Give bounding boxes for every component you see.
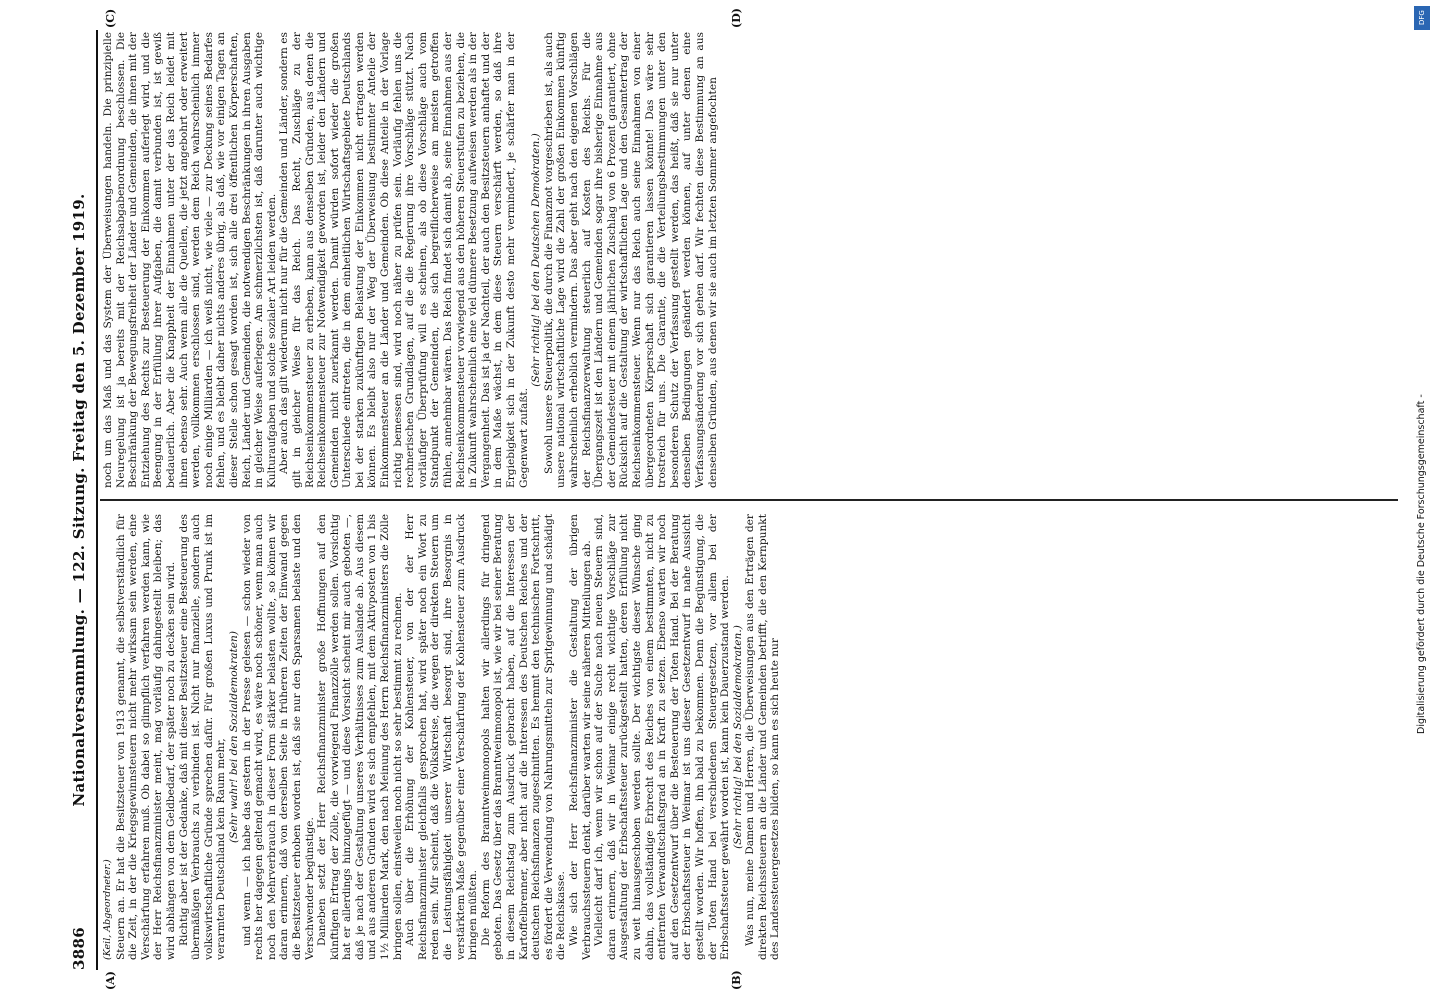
page-header xyxy=(70,30,94,970)
digitization-credit: Digitalisierung gefördert durch die Deutsche Forschungsgemeinschaft - xyxy=(1416,394,1427,734)
left-column xyxy=(102,514,1398,960)
page-title: Nationalversammlung. — 122. Sitzung. Freitag den 5. Dezember 1919. xyxy=(70,193,88,807)
dfg-logo: DFG xyxy=(1414,6,1430,30)
interjection: (Sehr wahr! bei den Sozialdemokraten) xyxy=(227,631,240,843)
paragraph: Wie sich der Herr Reichsfinanzminister die Gestaltung der übrigen Verbrauchssteuern denkt, darüber warten wir seine näheren Mitteilungen ab. xyxy=(567,514,593,960)
margin-mark-b: (B) xyxy=(730,970,743,990)
paragraph: Auch über die Erhöhung der Kohlensteuer, von der der Herr Reichsfinanzminister gleichfalls gesprochen hat, wird später noch ein Wort zu reden sein. Mir scheint, daß die Volkskreise, die wegen der direkten Steuern um die Leistungsfähigkeit unserer Wirtschaft besorgt sind, ihre Besorgnis in verstärktem Maße gegenüber einer Verschärfung der Kohlensteuer zum Ausdruck bringen müßten. xyxy=(404,514,480,960)
interjection: (Sehr richtig! bei den Deutschen Demokraten.) xyxy=(530,133,543,387)
paragraph: und wenn — ich habe das gestern in der Presse gelesen — schon wieder von rechts her dagegen geltend gemacht wird, es wäre noch schöner, wenn man auch noch den Mehrverbrauch in dieser Form stärker belasten wollte, so können wir daran erinnern, daß von derselben Seite in früheren Zeiten der Einwand gegen die Besitzsteuer erhoben worden ist, daß sie nur den Sparsamen belaste und den Verschwender begünstige. xyxy=(240,514,316,960)
page-number: 3886 xyxy=(70,927,88,970)
paragraph: Daneben setzt der Herr Reichsfinanzminister große Hoffnungen auf den künftigen Ertrag der Zölle, die vorwiegend Finanzzölle werden sollen. Vorsichtig hat er allerdings hinzugefügt — und diese Vorsicht scheint mir auch geboten —, daß je nach der Gestaltung unseres Verhältnisses zum Auslande ab. Aus diesem und aus anderen Gründen wird es sich empfehlen, mit dem Aktivposten von 1 bis 1½ Milliarden Mark, den nach Meinung des Herrn Reichsfinanzministers die Zölle bringen sollen, einstweilen noch nicht so sehr bestimmt zu rechnen. xyxy=(316,514,404,960)
margin-mark-a: (A) xyxy=(104,971,117,990)
right-column xyxy=(102,32,1398,488)
speaker-line: (Keil, Abgeordneter.) xyxy=(102,859,113,960)
paragraph: Sowohl unsere Steuerpolitik, die durch die Finanznot vorgeschrieben ist, als auch unsere national wirtschaftliche Lage wird die Zahl der großen Einkommen künftig wahrscheinlich erheblich vermindern. Das aber geht nach den eigenen Vorschlägen der Reichsfinanzverwaltung steuerlich auf Kosten des Reichs. Für die Übergangszeit ist den Ländern und Gemeinden sogar ihre bisherige Einnahme aus der Gemeindesteuer mit einem jährlichen Zuschlag von 6 Prozent garantiert, ohne Rücksicht auf die Gestaltung der wirtschaftlichen Lage und den Gesamtertrag der Reichseinkommensteuer. Wenn nur das Reich auch seine Einnahmen von einer übergeordneten Körperschaft sich garantieren lassen könnte! Das wäre sehr trostreich für uns. Die Garantie, die die Verteilungsbestimmungen unter den besonderen Schutz der Verfassung gestellt werden, das heißt, daß sie nur unter denselben Bedingungen geändert werden können, auf unter denen eine Verfassungsänderung vor sich gehen darf. Wir fechten diese Bestimmung an aus denselben Gründen, aus denen wir sie auch im letzten Sommer angefochten xyxy=(542,32,719,488)
paragraph: Steuern an. Er hat die Besitzsteuer von 1913 genannt, die selbstverständlich für die Zeit, in der die Kriegsgewinnsteuern nicht mehr wirksam sein werden, eine Verschärfung erfahren muß. Ob dabei so glimpflich verfahren werden kann, wie der Herr Reichsfinanzminister meint, mag vorläufig dahingestellt bleiben; das wird abhängen von dem Geldbedarf, der später noch zu decken sein wird. xyxy=(114,514,177,960)
header-rule xyxy=(96,30,98,970)
margin-mark-c: (C) xyxy=(104,8,117,28)
margin-mark-d: (D) xyxy=(730,8,743,28)
paragraph: noch um das Maß und das System der Überweisungen handeln. Die prinzipielle Neuregelung ist ja bereits mit der Reichsabgabenordnung beschlossen. Die Beschränkung der Bewegungsfreiheit der Länder und Gemeinden, die ihnen mit der Entziehung des Rechts zur Besteuerung der Einkommen auferlegt wird, und die Beengung in der Erfüllung ihrer Aufgaben, die damit verbunden ist, ist gewiß bedauerlich. Aber die Knappheit der Einnahmen unter der das Reich leidet mit ihnen ebenso sehr. Auch wenn alle die Quellen, die jetzt angebohrt oder erweitert werden, vollkommen erschlossen sind, werden dem Reich wahrscheinlich immer noch einige Milliarden — ich weiß nicht, wie viele — zur Deckung seines Bedarfes fehlen, und es bleibt daher nichts anderes übrig, als daß, wie vor einigen Tagen an dieser Stelle schon gesagt worden ist, sich alle drei öffentlichen Körperschaften, Reich, Länder und Gemeinden, die notwendigen Beschränkungen in ihren Ausgaben in gleicher Weise auferlegen. Am schmerzlichsten ist, daß darunter auch wichtige Kulturaufgaben und solche sozialer Art leiden werden. xyxy=(102,32,278,488)
paragraph: Aber auch das gilt wiederum nicht nur für die Gemeinden und Länder, sondern es gilt in gleicher Weise für das Reich. Das Recht, Zuschläge zu der Reichseinkommensteuer zu erheben, kann aus denselben Gründen, aus denen die Reichseinkommensteuer zur Notwendigkeit geworden ist, leider den Ländern und Gemeinden nicht zuerkannt werden. Damit würden sofort wieder die großen Unterschiede eintreten, die in dem einheitlichen Wirtschaftsgebiete Deutschlands bei der starken zukünftigen Belastung der Einkommen nicht ertragen werden können. Es bleibt also nur der Weg der Überweisung bestimmter Anteile der Einkommensteuer an die Länder und Gemeinden. Ob diese Anteile in der Vorlage richtig bemessen sind, wird noch näher zu prüfen sein. Vorläufig fehlen uns die rechnerischen Grundlagen, auf die die Regierung ihre Vorschläge stützt. Nach vorläufiger Überprüfung will es scheinen, als ob diese Vorschläge auch vom Standpunkt der Gemeinden, die sich begreiflicherweise am meisten getroffen fühlen, annehmbar wären. Das Reich findet sich damit ab, seine Einnahmen aus der Reichseinkommensteuer vorwiegend aus den höheren Steuerstufen zu beziehen, die in Zukunft wahrscheinlich eine viel dünnere Besetzung aufweisen werden als in der Vergangenheit. Das ist ja der Nachteil, der auch den Besitzsteuern anhaftet und der in dem Maße wächst, in dem diese Steuern verschärft werden, so daß ihre Ergiebigkeit sich in der Zukunft desto mehr vermindert, je schärfer man in der Gegenwart zufaßt. xyxy=(278,32,530,488)
column-divider xyxy=(100,499,1398,501)
paragraph: Die Reform des Branntweinmonopols halten wir allerdings für dringend geboten. Das Gesetz über das Branntweinmonopol ist, wie wir bei seiner Beratung in diesem Reichstag zum Ausdruck gebracht haben, auf die Interessen der Kartoffelbrenner, aber nicht auf die Interessen des Deutschen Reiches und der deutschen Reichsfinanzen zugeschnitten. Es hemmt den technischen Fortschritt, es fördert die Verwendung von Nahrungsmitteln zur Spritgewinnung und schädigt die Reichskasse. xyxy=(479,514,568,960)
interjection: (Sehr richtig! bei den Sozialdemokraten.) xyxy=(731,625,744,849)
paragraph: Was nun, meine Damen und Herren, die Überweisungen aus den Erträgen der direkten Reichssteuern an die Länder und Gemeinden betrifft, die den Kernpunkt des Landessteuergesetzes bilden, so kann es sich heute nur xyxy=(744,514,782,960)
paragraph: Vielleicht darf ich, wenn wir schon auf der Suche nach neuen Steuern sind, daran erinnern, daß wir in Weimar einige recht wichtige Vorschläge zur Ausgestaltung der Erbschaftssteuer zurückgestellt hatten, deren Erfüllung nicht zu weit hinausgeschoben werden sollte. Der wichtigste dieser Wünsche ging dahin, das vollständige Erbrecht des Reiches von einem bestimmten, nicht zu entfernten Verwandtschaftsgrad an in Kraft zu setzen. Ebenso warten wir noch auf den Gesetzentwurf über die Besteuerung der Toten Hand. Bei der Beratung der Erbschaftssteuer in Weimar ist uns dieser Gesetzentwurf in nahe Aussicht gestellt worden. Wir hoffen, ihn bald zu bekommen. Denn die Begünstigung, die der Toten Hand bei verschiedenen Steuergesetzen, vor allem bei der Erbschaftssteuer gewährt worden ist, kann kein Dauerzustand werden. xyxy=(593,514,732,960)
paragraph: Richtig aber ist der Gedanke, daß mit dieser Besitzsteuer eine Besteuerung des übermäßigen Verbrauchs zu verbinden ist. Nicht nur finanzielle, sondern auch volkswirtschaftliche Gründe sprechen dafür. Für großen Luxus und Prunk ist im verarmten Deutschland kein Raum mehr, xyxy=(177,514,228,960)
